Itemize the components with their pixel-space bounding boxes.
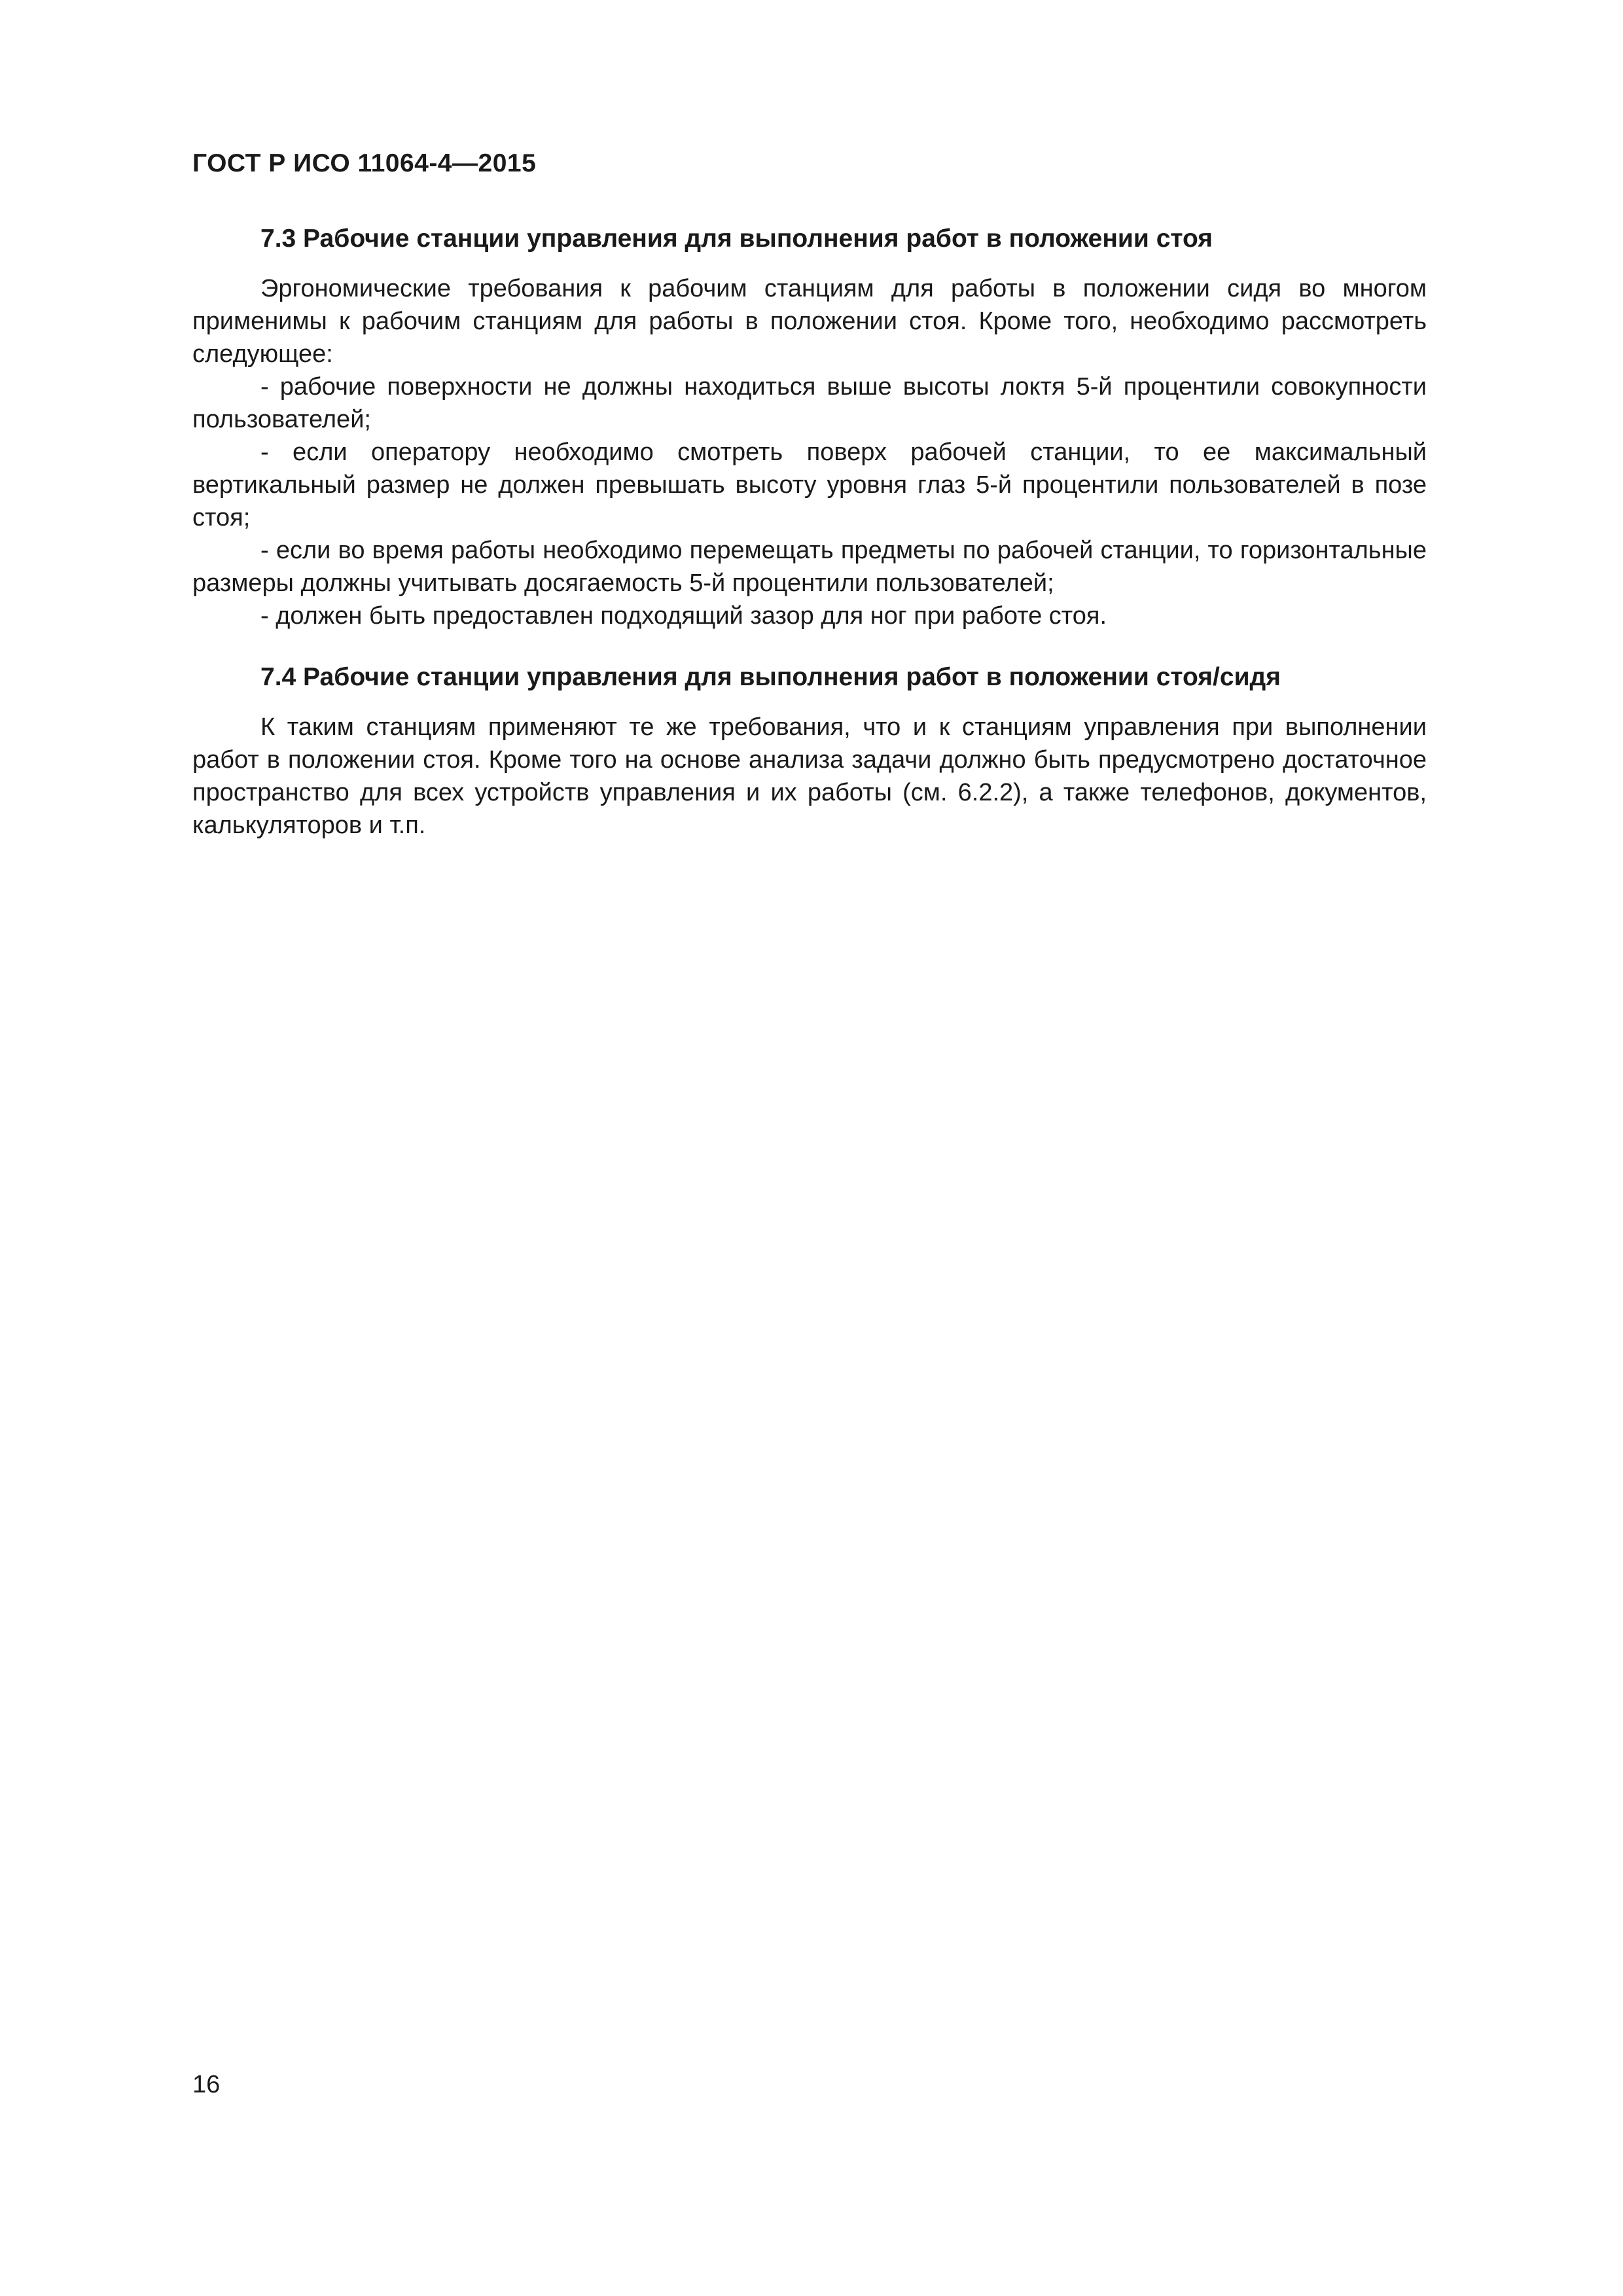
list-item: - если во время работы необходимо перемещать предметы по рабочей станции, то горизонтальные размеры должны учитывать досягаемость 5-й процентили пользователей; [192,537,1427,597]
list-item: - должен быть предоставлен подходящий зазор для ног при работе стоя. [260,602,1107,630]
page-number: 16 [192,2071,221,2098]
section-7-4 [192,661,1427,842]
document-header-standard-id: ГОСТ Р ИСО 11064-4—2015 [192,149,537,177]
document-body [192,223,1427,870]
list-item: - рабочие поверхности не должны находиться выше высоты локтя 5-й процентили совокупности пользователей; [192,373,1427,433]
list-item: - если оператору необходимо смотреть поверх рабочей станции, то ее максимальный вертикальный размер не должен превышать высоту уровня глаз 5-й процентили пользователей в позе стоя; [192,439,1427,531]
paragraph: К таким станциям применяют те же требования, что и к станциям управления при выполнении работ в положении стоя. Кроме того на основе анализа задачи должно быть предусмотрено достаточное пространство для всех устройств управления и их работы (см. 6.2.2), а также телефонов, документов, калькуляторов и т.п. [192,713,1427,839]
section-7-3 [192,223,1427,632]
section-heading: 7.3 Рабочие станции управления для выполнения работ в положении стоя [260,224,1213,253]
section-heading: 7.4 Рабочие станции управления для выполнения работ в положении стоя/сидя [260,663,1281,691]
paragraph: Эргономические требования к рабочим станциям для работы в положении сидя во многом применимы к рабочим станциям для работы в положении стоя. Кроме того, необходимо рассмотреть следующее: [192,275,1427,368]
